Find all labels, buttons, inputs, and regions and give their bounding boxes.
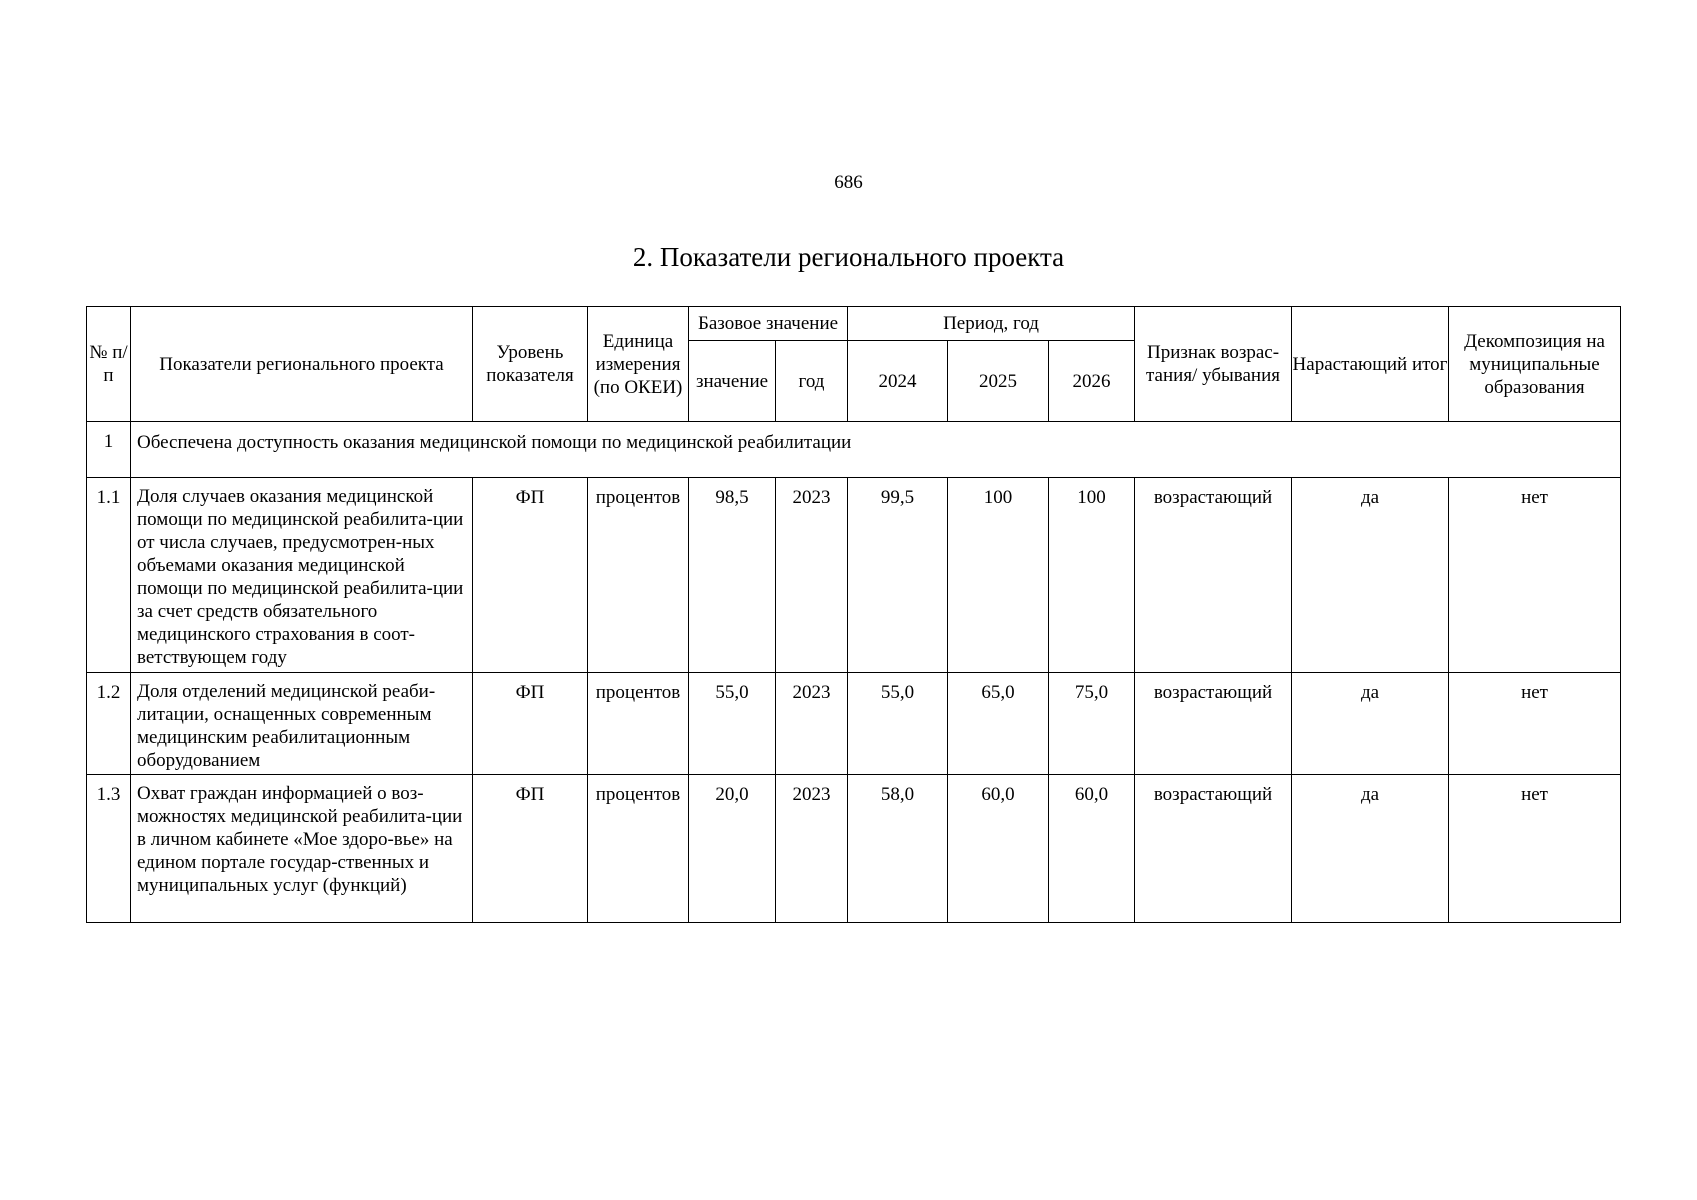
row-unit: процентов bbox=[588, 775, 689, 923]
row-value-2024: 58,0 bbox=[848, 775, 948, 923]
row-indicator-name: Охват граждан информацией о воз-можностях медицинской реабилита-ции в личном кабинете «Мое здоро-вье» на едином портале государ-ственных и муниципальных услуг (функций) bbox=[131, 775, 473, 923]
section-title: Обеспечена доступность оказания медицинской помощи по медицинской реабилитации bbox=[131, 422, 1621, 478]
document-title: 2. Показатели регионального проекта bbox=[632, 242, 1065, 272]
row-base-value: 98,5 bbox=[689, 478, 776, 673]
header-base-year: год bbox=[776, 341, 848, 422]
section-row bbox=[87, 422, 1621, 478]
header-num: № п/п bbox=[87, 307, 131, 422]
row-base-year: 2023 bbox=[776, 478, 848, 673]
row-indicator-name: Доля отделений медицинской реаби-литации, оснащенных современным медицинским реабилитационным оборудованием bbox=[131, 673, 473, 775]
row-value-2026: 60,0 bbox=[1049, 775, 1135, 923]
row-decomposition: нет bbox=[1449, 478, 1621, 673]
row-decomposition: нет bbox=[1449, 673, 1621, 775]
row-value-2026: 100 bbox=[1049, 478, 1135, 673]
row-value-2024: 55,0 bbox=[848, 673, 948, 775]
table-row bbox=[87, 673, 1621, 775]
row-base-value: 55,0 bbox=[689, 673, 776, 775]
row-num: 1.3 bbox=[87, 775, 131, 923]
row-cumulative: да bbox=[1292, 478, 1449, 673]
row-value-2026: 75,0 bbox=[1049, 673, 1135, 775]
header-row-top bbox=[87, 307, 1621, 341]
row-base-value: 20,0 bbox=[689, 775, 776, 923]
row-cumulative: да bbox=[1292, 775, 1449, 923]
header-year-2026: 2026 bbox=[1049, 341, 1135, 422]
row-value-2025: 60,0 bbox=[948, 775, 1049, 923]
table-row bbox=[87, 775, 1621, 923]
row-value-2024: 99,5 bbox=[848, 478, 948, 673]
header-base-value: значение bbox=[689, 341, 776, 422]
header-period: Период, год bbox=[848, 307, 1135, 341]
header-trend: Признак возрас-тания/ убывания bbox=[1135, 307, 1292, 422]
row-level: ФП bbox=[473, 673, 588, 775]
row-decomposition: нет bbox=[1449, 775, 1621, 923]
row-value-2025: 65,0 bbox=[948, 673, 1049, 775]
header-year-2025: 2025 bbox=[948, 341, 1049, 422]
header-base: Базовое значение bbox=[689, 307, 848, 341]
header-cumulative: Нарастающий итог bbox=[1292, 307, 1449, 422]
header-level: Уровень показателя bbox=[473, 307, 588, 422]
row-unit: процентов bbox=[588, 673, 689, 775]
header-year-2024: 2024 bbox=[848, 341, 948, 422]
header-indicator: Показатели регионального проекта bbox=[131, 307, 473, 422]
row-level: ФП bbox=[473, 478, 588, 673]
page-number: 686 bbox=[834, 172, 863, 193]
row-trend: возрастающий bbox=[1135, 673, 1292, 775]
row-base-year: 2023 bbox=[776, 673, 848, 775]
table-row bbox=[87, 478, 1621, 673]
row-value-2025: 100 bbox=[948, 478, 1049, 673]
row-num: 1.2 bbox=[87, 673, 131, 775]
row-indicator-name: Доля случаев оказания медицинской помощи по медицинской реабилита-ции от числа случаев, предусмотрен-ных объемами оказания медицинской помощи по медицинской реабилита-ции за счет средств обязательного медицинского страхования в соот-ветствующем году bbox=[131, 478, 473, 673]
row-num: 1.1 bbox=[87, 478, 131, 673]
section-num: 1 bbox=[87, 422, 131, 478]
row-unit: процентов bbox=[588, 478, 689, 673]
row-trend: возрастающий bbox=[1135, 775, 1292, 923]
row-cumulative: да bbox=[1292, 673, 1449, 775]
row-level: ФП bbox=[473, 775, 588, 923]
row-trend: возрастающий bbox=[1135, 478, 1292, 673]
header-unit: Единица измерения (по ОКЕИ) bbox=[588, 307, 689, 422]
indicators-table bbox=[86, 306, 1621, 923]
header-decomposition: Декомпозиция на муниципальные образования bbox=[1449, 307, 1621, 422]
row-base-year: 2023 bbox=[776, 775, 848, 923]
